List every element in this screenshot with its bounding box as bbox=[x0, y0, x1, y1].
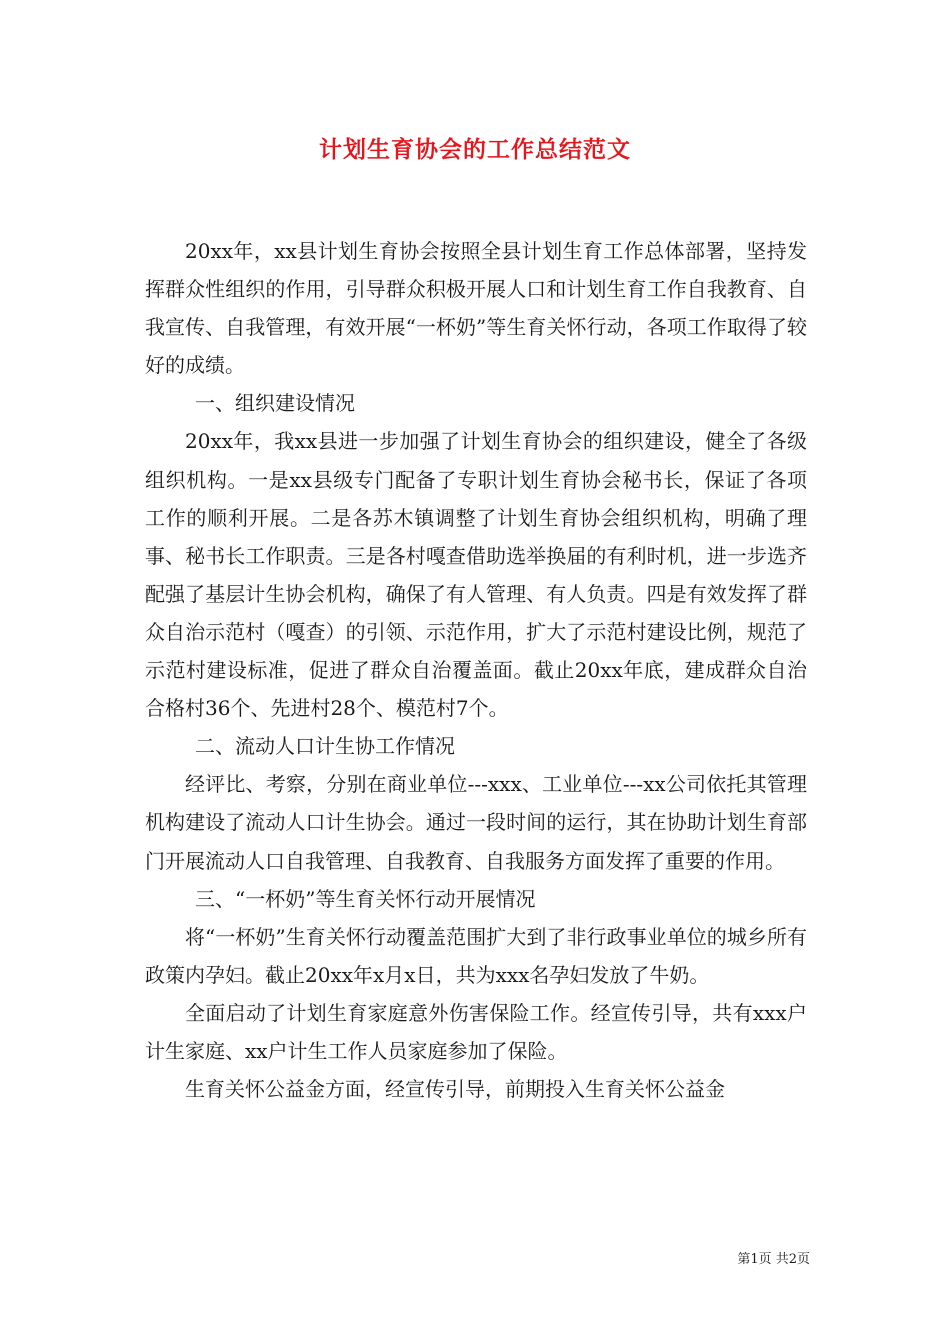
intro-paragraph: 20xx年，xx县计划生育协会按照全县计划生育工作总体部署，坚持发挥群众性组织的作用，引导群众积极开展人口和计划生育工作自我教育、自我宣传、自我管理，有效开展“一杯奶”等生育关怀行动，各项工作取得了较好的成绩。 bbox=[145, 239, 807, 378]
section-3-paragraph-3: 生育关怀公益金方面，经宣传引导，前期投入生育关怀公益金 bbox=[185, 1077, 725, 1102]
section-2-paragraph: 经评比、考察，分别在商业单位---xxx、工业单位---xx公司依托其管理机构建设了流动人口计生协会。通过一段时间的运行，其在协助计划生育部门开展流动人口自我管理、自我教育、自我服务方面发挥了重要的作用。 bbox=[145, 772, 807, 873]
section-heading-1: 一、组织建设情况 bbox=[195, 391, 355, 416]
document-title: 计划生育协会的工作总结范文 bbox=[319, 136, 631, 163]
section-3-paragraph-1: 将“一杯奶”生育关怀行动覆盖范围扩大到了非行政事业单位的城乡所有政策内孕妇。截止20xx年x月x日，共为xxx名孕妇发放了牛奶。 bbox=[145, 924, 807, 987]
page-number: 第1页 共2页 bbox=[737, 1252, 810, 1267]
section-3-paragraph-2: 全面启动了计划生育家庭意外伤害保险工作。经宣传引导，共有xxx户计生家庭、xx户计生工作人员家庭参加了保险。 bbox=[145, 1000, 807, 1063]
document-body bbox=[145, 232, 807, 1108]
section-heading-3: 三、“一杯奶”等生育关怀行动开展情况 bbox=[195, 886, 536, 911]
section-heading-2: 二、流动人口计生协工作情况 bbox=[195, 734, 455, 759]
section-1-paragraph: 20xx年，我xx县进一步加强了计划生育协会的组织建设，健全了各级组织机构。一是xx县级专门配备了专职计划生育协会秘书长，保证了各项工作的顺利开展。二是各苏木镇调整了计划生育协会组织机构，明确了理事、秘书长工作职责。三是各村嘎查借助选举换届的有利时机，进一步选齐配强了基层计生协会机构，确保了有人管理、有人负责。四是有效发挥了群众自治示范村（嘎查）的引领、示范作用，扩大了示范村建设比例，规范了示范村建设标准，促进了群众自治覆盖面。截止20xx年底，建成群众自治合格村36个、先进村28个、模范村7个。 bbox=[145, 429, 807, 721]
